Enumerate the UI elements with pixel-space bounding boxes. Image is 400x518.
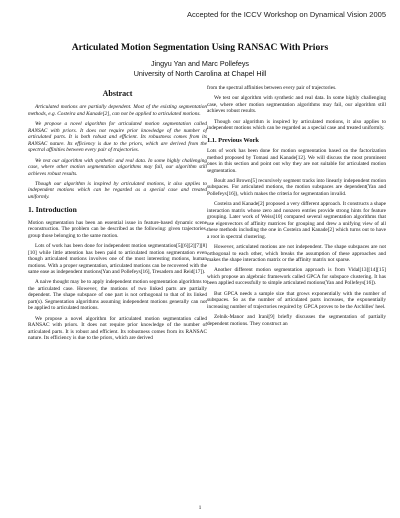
intro-paragraph: A naive thought may be to apply independent motion segmentation algorithms to the articulated case. However, the motions of two linked parts are partially dependent. The shape subspace of one part is not orthogonal to that of its linked part(s). Segmentation algorithms assuming independent motions generally can not be applied to articulated motions. (28, 279, 207, 312)
intro-paragraph: Motion segmentation has been an essential issue in feature-based dynamic scene reconstruction. The problem can be described as the following: given trajectories, group those belonging to the same motion. (28, 219, 207, 239)
intro-paragraph: from the spectral affinities between every pair of trajectories. (207, 85, 337, 91)
abstract-paragraph: We test our algorithm with synthetic and real data. In some highly challenging case, where other motion segmentation algorithms may fail, our algorithm still achieves robust results. (28, 157, 207, 177)
intro-paragraph: We propose a novel algorithm for articulated motion segmentation called RANSAC with priors. It does not require prior knowledge of the number of articulated parts. It is robust and efficient. Its robustness comes from its RANSAC nature. Its efficiency is due to the priors, which are derived (28, 315, 207, 342)
intro-paragraph: We test our algorithm with synthetic and real data. In some highly challenging case, where other motion segmentation algorithms may fail, our algorithm still achieves robust results. (207, 95, 386, 115)
intro-paragraph: Though our algorithm is inspired by articulated motions, it also applies to independent motions which can be regarded as a special case and treated uniformly. (207, 118, 386, 132)
previous-work-heading: 1.1. Previous Work (207, 136, 259, 144)
abstract-heading: Abstract (102, 89, 133, 98)
right-column (207, 85, 386, 331)
page-number: 1 (198, 505, 202, 511)
previous-work-paragraph: However, articulated motions are not independent. The shape subspaces are not orthogonal to each other, which breaks the assumption of these approaches and makes the shape interaction matrix or the affinity matrix not sparse. (207, 244, 386, 263)
affiliation: University of North Carolina at Chapel Hill (133, 69, 267, 78)
abstract-paragraph: We propose a novel algorithm for articulated motion segmentation called RANSAC with priors. It does not require prior knowledge of the number of articulated parts. It is both robust and efficient. Its robustness comes from its RANSAC nature. Its efficiency is due to the priors, which are derived from the spectral affinities between every pair of trajectories. (28, 121, 207, 154)
previous-work-paragraph: Boult and Brown[5] recursively segment tracks into linearly independent motion subspaces. For articulated motions, the motion subspaces are dependent(Yan and Pollefeys[16]), which makes the criteria for segmentation invalid. (207, 177, 386, 197)
intro-paragraph: Lots of work has been done for independent motion segmentation[5][6][2][7][8][10] while little attention has been paid to articulated motion segmentation even though articulated motions involves one of the most interesting motions, human motions. With a proper segmentation, articulated motions can be recovered with the same ease as independent motions(Yan and Pollefeys[16], Tresadern and Reid[17]). (28, 243, 207, 275)
previous-work-paragraph: Another different motion segmentation approach is from Vidal[13][14][15] which propose an algebraic framework called GPCA for subspace clustering. It has been applied successfully to simple articulated motions(Yan and Pollefeys[16]). (207, 267, 386, 287)
previous-work-paragraph: Zelnik-Manor and Irani[9] briefly discusses the segmentation of partially dependent motions. They construct an (207, 314, 386, 327)
left-column (28, 88, 207, 346)
previous-work-paragraph: Costeira and Kanade[2] proposed a very different approach. It constructs a shape interaction matrix whose zero and nonzero entries provide strong hints for feature grouping. Later work of Weiss[10] compared several segmentation algorithms that use eigenvectors of affinity matrices for grouping and drew a unifying view of all these methods including the one in Costeira and Kanade[2] which turns out to have a root in spectral clustering. (207, 201, 386, 240)
abstract-paragraph: Articulated motions are partially dependent. Most of the existing segmentation methods, e.g. Costeira and Kanade[2], can not be applied to articulated motions. (28, 104, 207, 117)
acceptance-note: Accepted for the ICCV Workshop on Dynamical Vision 2005 (187, 10, 386, 19)
abstract-paragraph: Though our algorithm is inspired by articulated motions, it also applies to independent motions which can be regarded as a special case and treated uniformly. (28, 180, 207, 200)
paper-title: Articulated Motion Segmentation Using RANSAC With Priors (71, 42, 329, 53)
previous-work-paragraph: But GPCA needs a sample size that grows exponentially with the number of subspaces. So as the number of articulated parts increases, the exponentially increasing number of trajectories required by GPCA proves to be the Archilles' heel. (207, 290, 386, 310)
authors: Jingyu Yan and Marc Pollefeys (150, 59, 250, 68)
previous-work-paragraph: Lots of work has been done for motion segmentation based on the factorization method proposed by Tomasi and Kanade[12]. We will discuss the most prominent ones in this section and point out why they are not suitable for articulated motion segmentation. (207, 148, 386, 174)
introduction-heading: 1. Introduction (28, 205, 77, 215)
